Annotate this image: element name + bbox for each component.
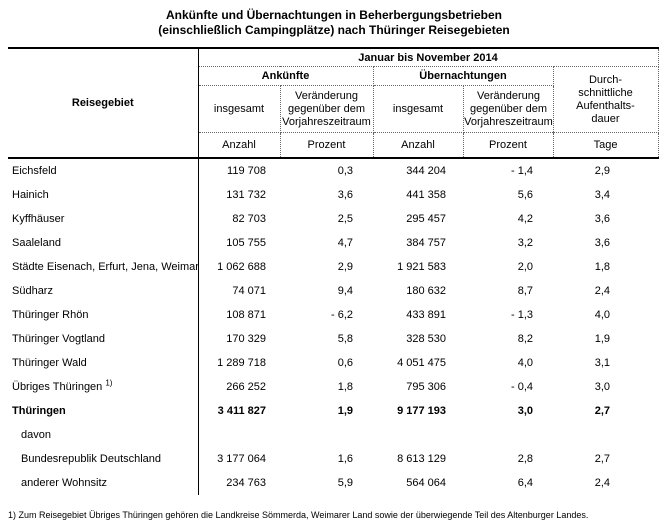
- statistics-table: [8, 47, 659, 495]
- period-header: Januar bis November 2014: [198, 48, 658, 67]
- region-label: Thüringer Vogtland: [12, 333, 105, 345]
- duration-cell: 1,8: [594, 261, 611, 273]
- region-cell: [8, 471, 198, 495]
- table-row: [8, 375, 658, 399]
- overnights-count-cell: 4 051 475: [397, 357, 446, 369]
- arrivals-count-cell: [198, 423, 280, 447]
- region-label: Städte Eisenach, Erfurt, Jena, Weimar: [12, 261, 199, 273]
- arrivals-change-cell: 0,6: [337, 357, 353, 369]
- table-row-davon: [8, 423, 658, 447]
- overnights-change-cell: [463, 423, 553, 447]
- overnights-change-cell: 3,0: [517, 405, 533, 417]
- region-label: Bundesrepublik Deutschland: [21, 453, 162, 465]
- arrivals-change-cell: 1,6: [337, 453, 353, 465]
- region-cell: [8, 399, 198, 423]
- arrivals-count-cell: 1 289 718: [217, 357, 266, 369]
- region-label: davon: [21, 429, 51, 441]
- duration-cell: 4,0: [594, 309, 611, 321]
- duration-cell: 3,4: [594, 189, 611, 201]
- region-label: Saaleland: [12, 237, 61, 249]
- region-cell: [8, 327, 198, 351]
- arrivals-count-cell: 170 329: [226, 333, 266, 345]
- duration-cell: 2,9: [594, 165, 611, 177]
- overnights-change-cell: - 1,4: [510, 165, 533, 177]
- arrivals-count-cell: 1 062 688: [217, 261, 266, 273]
- table-body: [8, 158, 658, 495]
- overnights-change-cell: - 0,4: [510, 381, 533, 393]
- column-header-region: Reisegebiet: [8, 48, 198, 158]
- table-row: [8, 471, 658, 495]
- overnights-count-cell: 9 177 193: [397, 405, 446, 417]
- column-header-duration: [553, 67, 658, 133]
- arrivals-change-cell: 1,9: [337, 405, 353, 417]
- duration-header-label: Durch-schnittliche Aufenthalts-dauer: [576, 73, 635, 125]
- duration-cell: 2,7: [594, 453, 611, 465]
- overnights-count-cell: 180 632: [406, 285, 446, 297]
- table-row: [8, 183, 658, 207]
- column-header-overnights-total: insgesamt: [373, 86, 463, 133]
- overnights-change-cell: 2,8: [517, 453, 533, 465]
- arrivals-change-cell: 4,7: [337, 237, 353, 249]
- region-cell: [8, 231, 198, 255]
- group-header-arrivals: Ankünfte: [198, 67, 373, 86]
- arrivals-count-cell: 3 177 064: [217, 453, 266, 465]
- overnights-count-cell: 441 358: [406, 189, 446, 201]
- overnights-count-cell: 1 921 583: [397, 261, 446, 273]
- duration-cell: 3,6: [594, 213, 611, 225]
- unit-header-arrivals-count: Anzahl: [198, 133, 280, 159]
- arrivals-count-cell: 3 411 827: [217, 405, 266, 417]
- duration-cell: 1,9: [594, 333, 611, 345]
- unit-header-overnights-count: Anzahl: [373, 133, 463, 159]
- arrivals-count-cell: 234 763: [226, 477, 266, 489]
- arrivals-count-cell: 266 252: [226, 381, 266, 393]
- arrivals-change-cell: - 6,2: [330, 309, 353, 321]
- region-cell: [8, 303, 198, 327]
- arrivals-change-cell: 2,5: [337, 213, 353, 225]
- arrivals-count-cell: 105 755: [226, 237, 266, 249]
- arrivals-count-cell: 108 871: [226, 309, 266, 321]
- overnights-count-cell: 344 204: [406, 165, 446, 177]
- table-row: [8, 231, 658, 255]
- region-cell: [8, 447, 198, 471]
- duration-cell: 3,0: [594, 381, 611, 393]
- table-row: [8, 207, 658, 231]
- overnights-change-cell: 5,6: [517, 189, 533, 201]
- group-header-overnights: Übernachtungen: [373, 67, 553, 86]
- table-row: [8, 327, 658, 351]
- region-cell: [8, 279, 198, 303]
- region-label: Thüringer Wald: [12, 357, 87, 369]
- column-header-arrivals-change: [280, 86, 373, 133]
- page-title-line-2: (einschließlich Campingplätze) nach Thüringer Reisegebieten: [158, 23, 510, 37]
- overnights-change-cell: 4,2: [517, 213, 533, 225]
- duration-cell: 3,1: [594, 357, 611, 369]
- arrivals-count-cell: 131 732: [226, 189, 266, 201]
- table-row: [8, 351, 658, 375]
- arrivals-change-cell: 1,8: [337, 381, 353, 393]
- column-header-overnights-change: [463, 86, 553, 133]
- region-label: Thüringen: [12, 405, 66, 417]
- region-label: Hainich: [12, 189, 49, 201]
- arrivals-count-cell: 119 708: [227, 165, 266, 177]
- arrivals-change-label: Veränderung gegenüber dem Vorjahreszeitraum: [282, 89, 371, 128]
- arrivals-change-cell: 0,3: [337, 165, 353, 177]
- arrivals-count-cell: 82 703: [232, 213, 266, 225]
- region-cell: [8, 375, 198, 399]
- region-cell: [8, 255, 198, 279]
- region-cell: [8, 183, 198, 207]
- table-row: [8, 279, 658, 303]
- region-cell: [8, 351, 198, 375]
- table-row: [8, 447, 658, 471]
- overnights-change-cell: 8,7: [517, 285, 533, 297]
- page-title-line-1: Ankünfte und Übernachtungen in Beherbergungsbetrieben: [165, 8, 503, 22]
- duration-cell: 2,4: [594, 477, 611, 489]
- overnights-count-cell: 384 757: [406, 237, 446, 249]
- duration-cell: 3,6: [594, 237, 611, 249]
- overnights-change-cell: 6,4: [517, 477, 533, 489]
- region-label: anderer Wohnsitz: [21, 477, 108, 489]
- table-row-total: [8, 399, 658, 423]
- overnights-count-cell: [373, 423, 463, 447]
- table-row: [8, 255, 658, 279]
- column-header-arrivals-total: insgesamt: [198, 86, 280, 133]
- arrivals-change-cell: 3,6: [337, 189, 353, 201]
- overnights-change-cell: 3,2: [517, 237, 533, 249]
- overnights-change-cell: 8,2: [517, 333, 533, 345]
- region-cell: [8, 423, 198, 447]
- overnights-count-cell: 295 457: [406, 213, 446, 225]
- overnights-count-cell: 8 613 129: [397, 453, 446, 465]
- unit-header-days: Tage: [553, 133, 658, 159]
- overnights-change-cell: 2,0: [517, 261, 533, 273]
- duration-cell: 2,7: [594, 405, 611, 417]
- region-label: Südharz: [12, 285, 53, 297]
- overnights-change-cell: 4,0: [517, 357, 533, 369]
- arrivals-change-cell: [280, 423, 373, 447]
- arrivals-change-cell: 5,8: [337, 333, 353, 345]
- region-label: Eichsfeld: [12, 165, 57, 177]
- region-label: Thüringer Rhön: [12, 309, 89, 321]
- overnights-count-cell: 564 064: [406, 477, 446, 489]
- region-label: Kyffhäuser: [12, 213, 65, 225]
- overnights-change-label: Veränderung gegenüber dem Vorjahreszeitraum: [464, 89, 553, 128]
- region-cell: [8, 207, 198, 231]
- arrivals-count-cell: 74 071: [232, 285, 266, 297]
- arrivals-change-cell: 9,4: [337, 285, 353, 297]
- overnights-count-cell: 433 891: [406, 309, 446, 321]
- overnights-count-cell: 795 306: [406, 381, 446, 393]
- overnights-count-cell: 328 530: [406, 333, 446, 345]
- table-row: [8, 303, 658, 327]
- overnights-change-cell: - 1,3: [510, 309, 533, 321]
- table-header: [8, 48, 658, 158]
- region-cell: [8, 158, 198, 183]
- arrivals-change-cell: 2,9: [337, 261, 353, 273]
- unit-header-overnights-percent: Prozent: [463, 133, 553, 159]
- page-title: [9, 0, 659, 38]
- duration-cell: 2,4: [594, 285, 611, 297]
- table-row: [8, 158, 658, 183]
- footnote-marker: 1): [105, 378, 113, 388]
- duration-cell: [553, 423, 658, 447]
- region-label: Übriges Thüringen: [12, 381, 106, 393]
- unit-header-arrivals-percent: Prozent: [280, 133, 373, 159]
- footnote: 1) Zum Reisegebiet Übriges Thüringen gehören die Landkreise Sömmerda, Weimarer Land sowie der überwiegende Teil des Altenburger Landes.: [8, 510, 589, 520]
- arrivals-change-cell: 5,9: [337, 477, 353, 489]
